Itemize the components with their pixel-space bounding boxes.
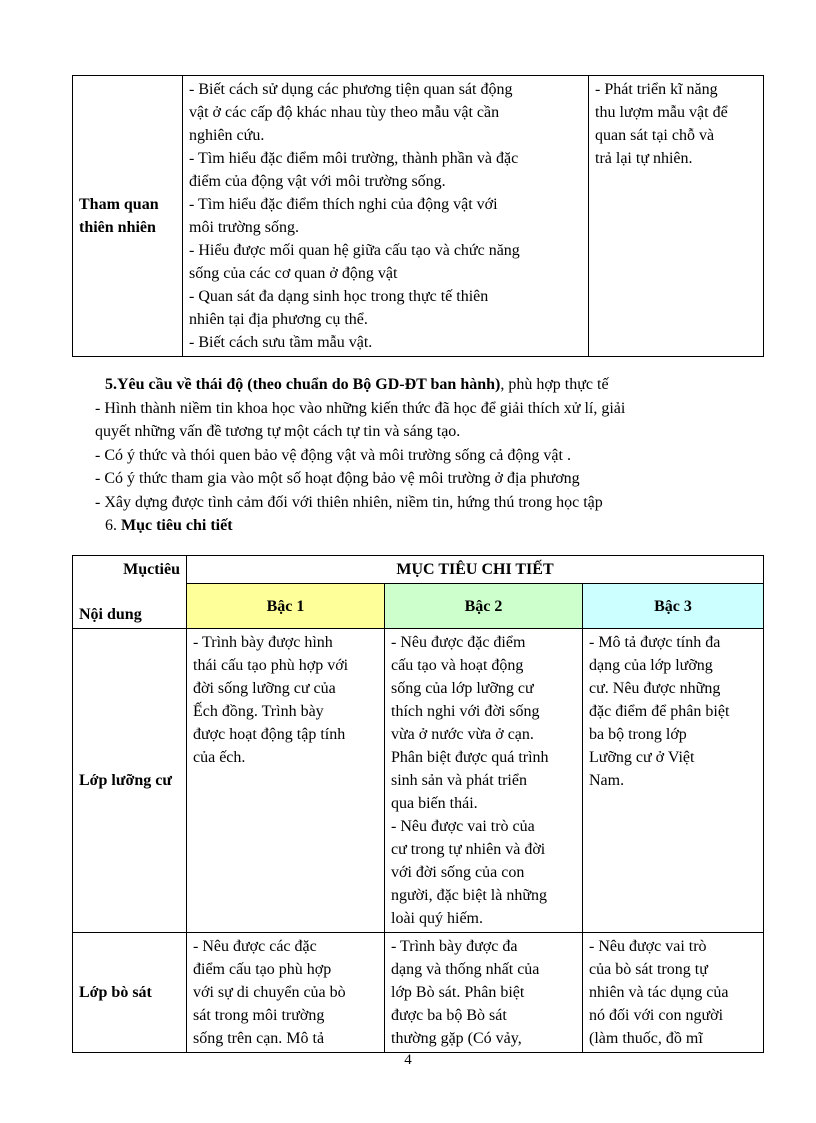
section-6-heading (95, 514, 775, 538)
paragraph-line: - Hình thành niềm tin khoa học vào những kiến thức đã học để giải thích xử lí, giải (95, 399, 626, 417)
text-line: vừa ở nước vừa ở cạn. (391, 726, 534, 743)
text-line: nhiên tại địa phương cụ thể. (189, 311, 368, 328)
nature-visit-table (72, 75, 764, 357)
text-line: sống của lớp lưỡng cư (391, 680, 534, 697)
text-line: qua biến thái. (391, 795, 478, 812)
attitude-section (95, 373, 775, 538)
text-line: - Quan sát đa dạng sinh học trong thực tế thiên (189, 288, 489, 305)
detailed-objectives-table (72, 555, 764, 1053)
text-line: trả lại tự nhiên. (595, 150, 693, 167)
text-line: dạng và thống nhất của (391, 961, 540, 978)
text-line: lớp Bò sát. Phân biệt (391, 984, 525, 1001)
table-row (73, 76, 764, 357)
text-line: - Nêu được đặc điểm (391, 634, 526, 651)
text-line: Nam. (589, 772, 625, 789)
row-label-nature-visit: Tham quan thiên nhiên (73, 76, 183, 357)
level-1-cell (187, 629, 385, 933)
text-line: - Hiểu được mối quan hệ giữa cấu tạo và chức năng (189, 242, 520, 259)
text-line: được hoạt động tập tính (193, 726, 346, 743)
corner-bottom-label: Nội dung (79, 606, 142, 623)
text-line: sinh sản và phát triển (391, 772, 527, 789)
text-line: đời sống lưỡng cư của (193, 680, 336, 697)
level-2-cell (385, 933, 583, 1053)
text-line: - Nêu được các đặc (193, 938, 317, 955)
text-line: được ba bộ Bò sát (391, 1007, 507, 1024)
section-5-heading (95, 373, 775, 397)
text-line: - Nêu được vai trò của (391, 818, 535, 835)
text-line: Lưỡng cư ở Việt (589, 749, 695, 766)
level-3-cell (583, 933, 764, 1053)
text-line: thu lượm mẫu vật để (595, 104, 728, 121)
text-line: loài quý hiếm. (391, 910, 483, 927)
paragraph-line: - Xây dựng được tình cảm đối với thiên nhiên, niềm tin, hứng thú trong học tập (95, 493, 603, 511)
text-line: ba bộ trong lớp (589, 726, 687, 743)
goal-cell (589, 76, 764, 357)
text-line: cấu tạo và hoạt động (391, 657, 524, 674)
text-line: điểm cấu tạo phù hợp (193, 961, 332, 978)
text-line: Phân biệt được quá trình (391, 749, 549, 766)
text-line: sống trên cạn. Mô tả (193, 1030, 325, 1047)
level-2-cell (385, 629, 583, 933)
text-line: môi trường sống. (189, 219, 300, 236)
text-line: sát trong môi trường (193, 1007, 325, 1024)
skills-cell (183, 76, 589, 357)
text-line: - Tìm hiểu đặc điểm môi trường, thành phần và đặc (189, 150, 519, 167)
text-line: dạng của lớp lưỡng (589, 657, 713, 674)
paragraph-line: - Có ý thức tham gia vào một số hoạt động bảo vệ môi trường ở địa phương (95, 470, 580, 487)
level-1-cell (187, 933, 385, 1053)
objectives-header: MỤC TIÊU CHI TIẾT (187, 556, 764, 584)
text-line: quan sát tại chỗ và (595, 127, 715, 144)
text-line: với sự di chuyển của bò (193, 984, 346, 1001)
text-line: - Mô tả được tính đa (589, 634, 721, 651)
row-label-amphibian: Lớp lưỡng cư (73, 629, 187, 933)
text-line: Ếch đồng. Trình bày (193, 703, 324, 720)
text-line: - Trình bày được hình (193, 634, 333, 651)
level-1-header: Bậc 1 (187, 584, 385, 629)
text-line: cư trong tự nhiên và đời (391, 841, 546, 858)
text-line: người, đặc biệt là những (391, 887, 547, 904)
text-line: với đời sống của con (391, 864, 525, 881)
level-2-header: Bậc 2 (385, 584, 583, 629)
text-line: - Phát triển kĩ năng (595, 81, 718, 98)
text-line: - Nêu được vai trò (589, 938, 707, 955)
heading-bold-part: 5.Yêu cầu về thái độ (105, 376, 244, 393)
heading-bold-part: (theo chuẩn do Bộ GD-ĐT ban hành) (247, 376, 501, 393)
text-line: - Biết cách sưu tầm mẫu vật. (189, 334, 373, 351)
text-line: thích nghi với đời sống (391, 703, 540, 720)
text-line: đặc điểm để phân biệt (589, 703, 730, 720)
heading-rest: , phù hợp thực tế (500, 376, 609, 393)
text-line: thường gặp (Có vảy, (391, 1030, 522, 1047)
paragraph-line: quyết những vấn đề tương tự một cách tự tin và sáng tạo. (95, 423, 461, 440)
text-line: nhiên và tác dụng của (589, 984, 729, 1001)
table-row (73, 629, 764, 933)
text-line: điểm của động vật với môi trường sống. (189, 173, 446, 190)
corner-header (73, 556, 187, 629)
level-3-header: Bậc 3 (583, 584, 764, 629)
text-line: nghiên cứu. (189, 127, 265, 144)
text-line: của bò sát trong tự (589, 961, 708, 978)
table-header-row (73, 556, 764, 584)
page-number: 4 (404, 1052, 412, 1068)
text-line: - Biết cách sử dụng các phương tiện quan sát động (189, 81, 513, 98)
table-row (73, 933, 764, 1053)
text-line: - Tìm hiểu đặc điểm thích nghi của động vật với (189, 196, 498, 213)
level-3-cell (583, 629, 764, 933)
corner-top-label: Mụctiêu (123, 561, 180, 578)
paragraph-line: - Có ý thức và thói quen bảo vệ động vật và môi trường sống cả động vật . (95, 446, 571, 464)
text-line: cư. Nêu được những (589, 680, 721, 697)
text-line: (làm thuốc, đồ mĩ (589, 1030, 703, 1047)
row-label-reptile: Lớp bò sát (73, 933, 187, 1053)
text-line: sống của các cơ quan ở động vật (189, 265, 398, 282)
section-title: Mục tiêu chi tiết (121, 517, 233, 534)
text-line: vật ở các cấp độ khác nhau tùy theo mẫu vật cần (189, 104, 500, 121)
section-number: 6. (105, 517, 121, 534)
text-line: của ếch. (193, 749, 246, 766)
text-line: nó đối với con người (589, 1007, 724, 1024)
text-line: - Trình bày được đa (391, 938, 518, 955)
text-line: thái cấu tạo phù hợp với (193, 657, 349, 674)
